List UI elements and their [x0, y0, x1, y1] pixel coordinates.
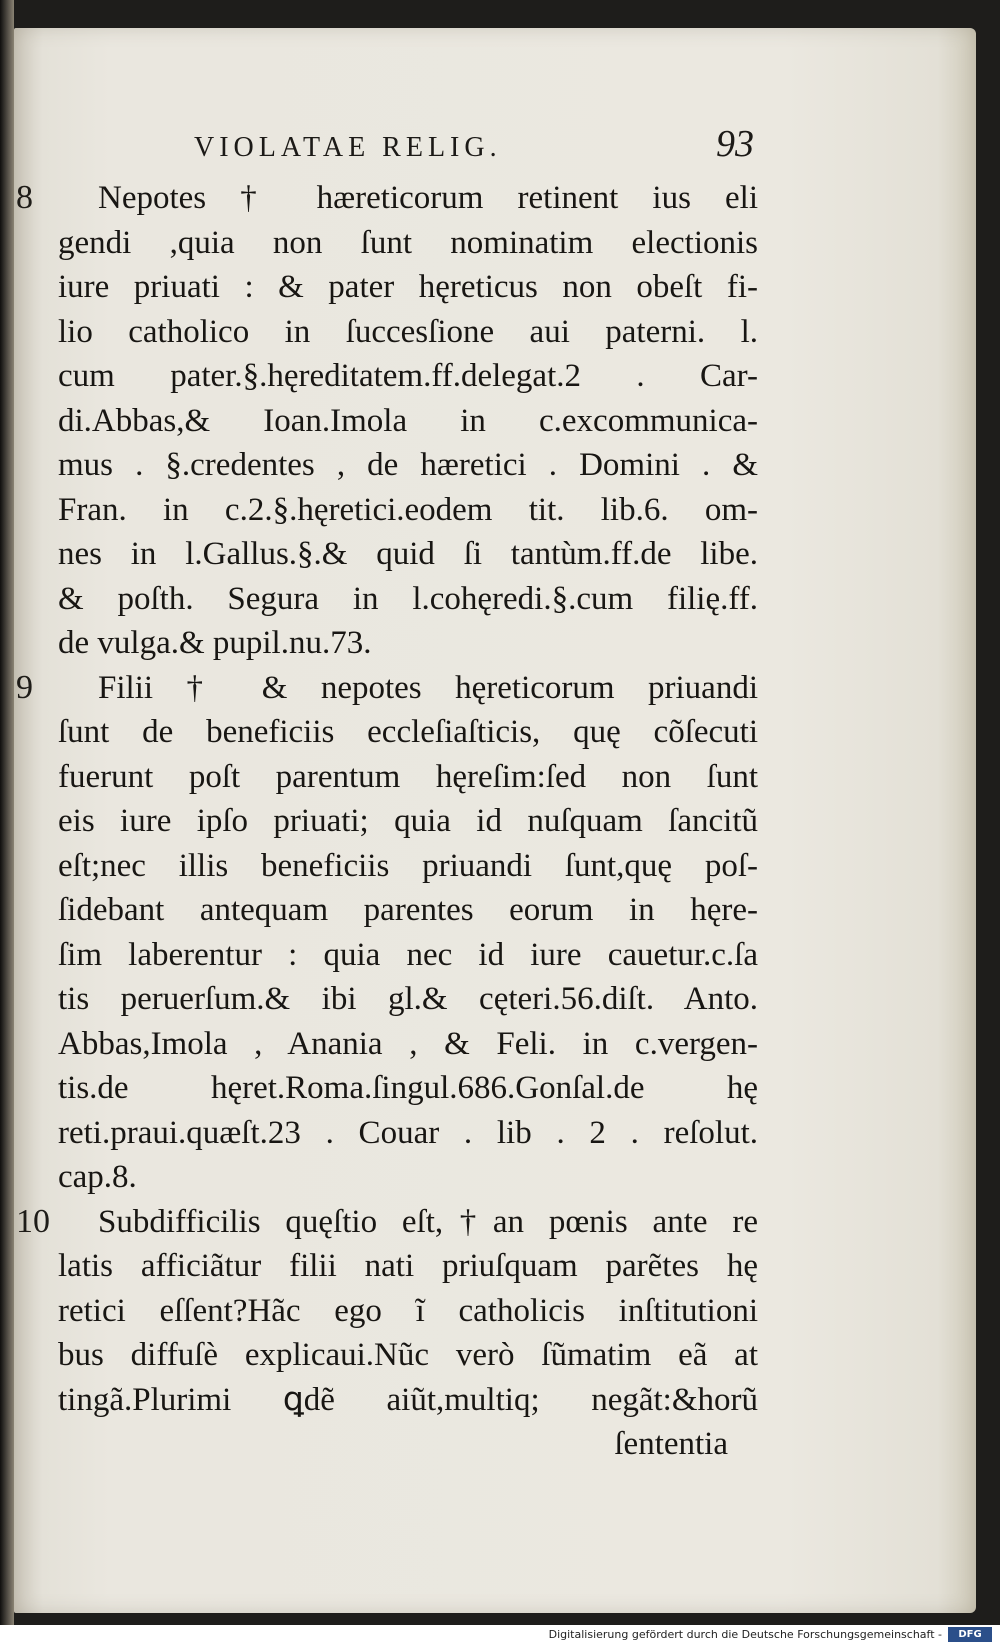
text-line: tis.de hęret.Roma.ſingul.686.Gonſal.de hę	[58, 1070, 758, 1106]
text-line: ſim laberentur : quia nec id iure cauetur.c.ſa	[58, 936, 758, 973]
running-head	[194, 123, 754, 168]
page-number: 93	[716, 123, 754, 165]
text-line: mus . §.credentes , de hæretici . Domini . &	[58, 447, 758, 483]
funding-credit: Digitalisierung gefördert durch die Deutsche Forschungsgemeinschaft -	[548, 1628, 942, 1641]
text-line: eſt;nec illis beneficiis priuandi ſunt,quę poſ-	[58, 847, 758, 884]
text-line: tingã.Plurimi ꝗdẽ aiũt,multiq; negãt:&horũ	[58, 1381, 758, 1418]
text-line: cum pater.§.hęreditatem.ff.delegat.2 . Car-	[58, 358, 758, 394]
text-block	[16, 176, 758, 1467]
text-line: bus diffuſè explicaui.Nũc verò ſũmatim eã at	[58, 1337, 758, 1373]
dfg-logo: DFG	[948, 1627, 992, 1642]
text-line: di.Abbas,& Ioan.Imola in c.excommunica-	[58, 402, 758, 439]
book-page	[14, 28, 976, 1613]
text-line: 10 Subdifficilis quęſtio eſt,†an pœnis ante re	[58, 1200, 758, 1245]
text-line: reti.praui.quæſt.23 . Couar . lib . 2 . reſolut.	[58, 1114, 758, 1151]
marginal-number: 10	[16, 1202, 50, 1240]
text-line: retici eſſent?Hãc ego ĩ catholicis inſtitutioni	[58, 1292, 758, 1329]
marginal-number: 8	[16, 179, 33, 216]
text-line: iure priuati : & pater hęreticus non obeſt fi-	[58, 269, 758, 305]
footer-bar	[0, 1625, 1000, 1645]
text-line: Fran. in c.2.§.hęretici.eodem tit. lib.6. om-	[58, 491, 758, 528]
catchword: ſententia	[614, 1426, 728, 1462]
running-head-title: VIOLATAE RELIG.	[194, 132, 502, 163]
text-line: 9 Filii † & nepotes hęreticorum priuandi	[58, 666, 758, 711]
marginal-number: 9	[16, 668, 33, 706]
text-line: eis iure ipſo priuati; quia id nuſquam ſancitũ	[58, 803, 758, 839]
text-line: lio catholico in ſuccesſione aui paterni. l.	[58, 313, 758, 350]
text-line: nes in l.Gallus.§.& quid ſi tantùm.ff.de libe.	[58, 536, 758, 572]
text-line: cap.8.	[58, 1159, 137, 1195]
text-line: tis peruerſum.& ibi gl.& cęteri.56.diſt. Anto.	[58, 981, 758, 1017]
text-line: latis afficiãtur filii nati priuſquam parẽtes hę	[58, 1248, 758, 1284]
text-line: ſidebant antequam parentes eorum in hęre-	[58, 892, 758, 928]
text-line: ſunt de beneficiis eccleſiaſticis, quę cõſecuti	[58, 714, 758, 750]
catchword-line	[58, 1422, 758, 1467]
text-line: & poſth. Segura in l.cohęredi.§.cum filię.ff.	[58, 580, 758, 617]
text-line: fuerunt poſt parentum hęreſim:ſed non ſunt	[58, 758, 758, 795]
text-line: de vulga.& pupil.nu.73.	[58, 625, 372, 661]
text-line: gendi ,quia non ſunt nominatim electionis	[58, 224, 758, 261]
book-spine-edge	[0, 0, 14, 1625]
text-line: 8 Nepotes † hæreticorum retinent ius eli	[58, 176, 758, 221]
text-line: Abbas,Imola , Anania , & Feli. in c.vergen-	[58, 1025, 758, 1062]
